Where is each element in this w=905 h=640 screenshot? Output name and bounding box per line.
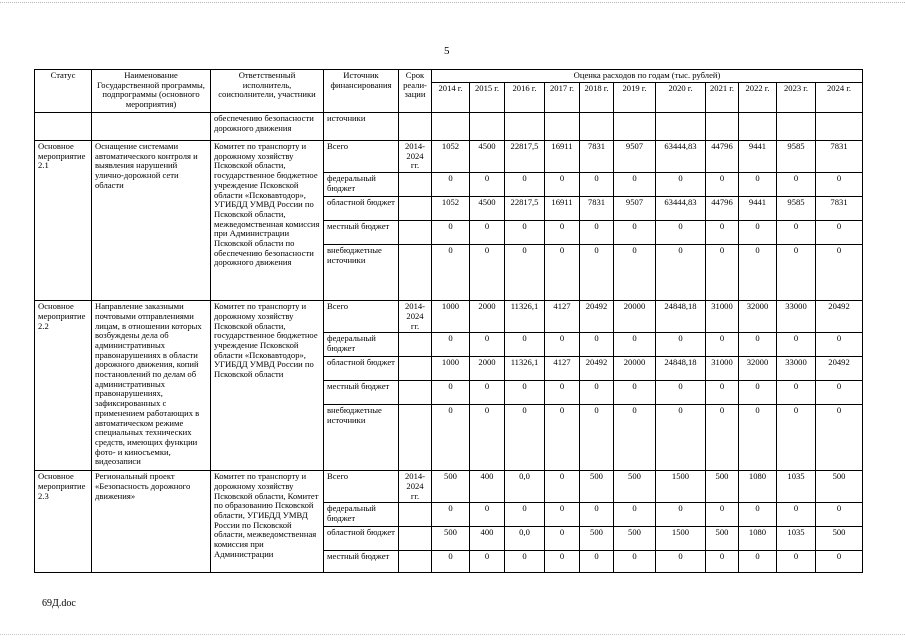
value-cell: 44796 <box>706 197 739 221</box>
header-name: Наименование Государственной программы, подпрограммы (основного мероприятия) <box>92 70 211 113</box>
value-cell: 0 <box>505 245 545 301</box>
value-cell: 0 <box>614 551 656 573</box>
value-cell: 500 <box>580 471 614 503</box>
value-cell: 0 <box>505 405 545 471</box>
table-row <box>35 141 863 173</box>
value-cell: 0 <box>656 221 706 245</box>
value-cell: 63444,83 <box>656 197 706 221</box>
value-cell: 24848,18 <box>656 301 706 333</box>
value-cell: 0 <box>545 471 580 503</box>
value-cell: 0 <box>706 551 739 573</box>
value-cell: 0 <box>580 503 614 527</box>
value-cell: 20000 <box>614 357 656 381</box>
value-cell: 31000 <box>706 357 739 381</box>
value-cell: 7831 <box>580 141 614 173</box>
source-cell: областной бюджет <box>324 197 399 221</box>
value-cell: 500 <box>614 527 656 551</box>
value-cell: 0 <box>656 333 706 357</box>
value-cell: 0 <box>706 221 739 245</box>
value-cell: 0 <box>545 405 580 471</box>
value-cell: 0 <box>816 221 863 245</box>
value-cell: 4500 <box>470 197 505 221</box>
value-cell: 33000 <box>777 357 816 381</box>
value-cell: 0 <box>580 221 614 245</box>
cont-executor: обеспечению безопасности дорожного движения <box>211 113 324 141</box>
table-row <box>35 301 863 333</box>
value-cell: 500 <box>614 471 656 503</box>
term-cell: 2014-2024 гг. <box>399 141 432 173</box>
value-cell: 400 <box>470 527 505 551</box>
value-cell: 0 <box>470 551 505 573</box>
value-cell: 0 <box>432 503 470 527</box>
value-cell: 500 <box>706 471 739 503</box>
source-cell: федеральный бюджет <box>324 333 399 357</box>
header-term: Срок реали-зации <box>399 70 432 113</box>
header-year: 2016 г. <box>505 83 545 113</box>
source-cell: федеральный бюджет <box>324 503 399 527</box>
term-cell <box>399 197 432 221</box>
value-cell: 0 <box>614 405 656 471</box>
value-cell: 0 <box>777 173 816 197</box>
value-cell: 0 <box>706 405 739 471</box>
value-cell: 1500 <box>656 471 706 503</box>
header-year: 2017 г. <box>545 83 580 113</box>
value-cell: 0 <box>545 173 580 197</box>
value-cell: 33000 <box>777 301 816 333</box>
term-cell <box>399 221 432 245</box>
value-cell: 0 <box>505 221 545 245</box>
value-cell: 1035 <box>777 527 816 551</box>
source-cell: областной бюджет <box>324 527 399 551</box>
value-cell: 0 <box>470 503 505 527</box>
value-cell: 0 <box>706 503 739 527</box>
value-cell: 0 <box>545 221 580 245</box>
value-cell: 0 <box>739 173 777 197</box>
source-cell: Всего <box>324 301 399 333</box>
value-cell: 0 <box>614 245 656 301</box>
value-cell: 22817,5 <box>505 141 545 173</box>
value-cell: 0 <box>656 381 706 405</box>
value-cell: 0 <box>470 245 505 301</box>
value-cell: 11326,1 <box>505 357 545 381</box>
value-cell: 1080 <box>739 471 777 503</box>
header-status: Статус <box>35 70 92 113</box>
value-cell: 0 <box>432 173 470 197</box>
value-cell: 7831 <box>580 197 614 221</box>
value-cell: 0 <box>614 381 656 405</box>
value-cell: 2000 <box>470 301 505 333</box>
term-cell: 2014-2024 гг. <box>399 471 432 503</box>
value-cell: 0 <box>470 405 505 471</box>
value-cell: 0 <box>505 503 545 527</box>
value-cell: 500 <box>816 527 863 551</box>
value-cell: 500 <box>706 527 739 551</box>
value-cell: 0 <box>614 221 656 245</box>
value-cell: 0 <box>545 381 580 405</box>
value-cell: 1000 <box>432 357 470 381</box>
value-cell: 0 <box>777 333 816 357</box>
footer-filename: 69Д.doc <box>42 598 76 609</box>
value-cell: 0 <box>580 333 614 357</box>
value-cell: 11326,1 <box>505 301 545 333</box>
name-cell: Региональный проект «Безопасность дорожного движения» <box>92 471 211 573</box>
source-cell: местный бюджет <box>324 221 399 245</box>
header-year: 2019 г. <box>614 83 656 113</box>
value-cell: 0 <box>505 381 545 405</box>
value-cell: 44796 <box>706 141 739 173</box>
value-cell: 0 <box>706 381 739 405</box>
value-cell: 0 <box>432 333 470 357</box>
value-cell: 0 <box>432 551 470 573</box>
value-cell: 0 <box>816 381 863 405</box>
value-cell: 0 <box>656 551 706 573</box>
value-cell: 9507 <box>614 197 656 221</box>
source-cell: внебюджетные источники <box>324 405 399 471</box>
cell <box>399 113 432 141</box>
term-cell <box>399 333 432 357</box>
value-cell: 0 <box>739 221 777 245</box>
value-cell: 0 <box>580 173 614 197</box>
executor-cell: Комитет по транспорту и дорожному хозяйству Псковской области, государственное бюджетное учреждение Псковской области «Псковавтодор», УГИБДД УМВД России по Псковской области, межведомственная комиссия при Администрации Псковской области по обеспечению безопасности дорожного движения <box>211 141 324 301</box>
value-cell: 0 <box>470 381 505 405</box>
value-cell: 0 <box>816 333 863 357</box>
value-cell: 0,0 <box>505 527 545 551</box>
value-cell: 400 <box>470 471 505 503</box>
value-cell: 1080 <box>739 527 777 551</box>
value-cell: 0 <box>545 551 580 573</box>
executor-cell: Комитет по транспорту и дорожному хозяйству Псковской области, государственное бюджетное учреждение Псковской области «Псковавтодор», УГИБДД УМВД России по Псковской области <box>211 301 324 471</box>
header-year: 2024 г. <box>816 83 863 113</box>
value-cell: 20492 <box>816 357 863 381</box>
value-cell: 0 <box>656 503 706 527</box>
value-cell: 0 <box>706 173 739 197</box>
table-row <box>35 113 863 141</box>
source-cell: Всего <box>324 141 399 173</box>
value-cell: 500 <box>816 471 863 503</box>
table-row <box>35 471 863 503</box>
value-cell: 0 <box>505 551 545 573</box>
page-number: 5 <box>444 45 450 57</box>
value-cell: 16911 <box>545 197 580 221</box>
value-cell: 1500 <box>656 527 706 551</box>
value-cell: 1035 <box>777 471 816 503</box>
header-year: 2018 г. <box>580 83 614 113</box>
value-cell: 0 <box>739 503 777 527</box>
value-cell: 1052 <box>432 141 470 173</box>
value-cell: 0 <box>656 173 706 197</box>
value-cell: 24848,18 <box>656 357 706 381</box>
budget-table <box>34 69 863 573</box>
term-cell <box>399 173 432 197</box>
value-cell: 0 <box>614 503 656 527</box>
scan-bottom-edge <box>0 634 905 635</box>
header-year: 2015 г. <box>470 83 505 113</box>
value-cell: 22817,5 <box>505 197 545 221</box>
value-cell: 0 <box>432 221 470 245</box>
cell <box>35 113 92 141</box>
value-cell: 32000 <box>739 301 777 333</box>
value-cell: 7831 <box>816 141 863 173</box>
header-expenses: Оценка расходов по годам (тыс. рублей) <box>432 70 863 83</box>
value-cell: 0 <box>580 405 614 471</box>
value-cell: 0 <box>656 405 706 471</box>
value-cell: 1000 <box>432 301 470 333</box>
value-cell: 2000 <box>470 357 505 381</box>
value-cell: 0 <box>432 405 470 471</box>
source-cell: местный бюджет <box>324 381 399 405</box>
value-cell: 0 <box>432 245 470 301</box>
value-cell: 0 <box>545 503 580 527</box>
value-cell: 0 <box>580 551 614 573</box>
value-cell: 0 <box>739 333 777 357</box>
source-cell: местный бюджет <box>324 551 399 573</box>
source-cell: Всего <box>324 471 399 503</box>
term-cell <box>399 527 432 551</box>
value-cell: 0 <box>706 333 739 357</box>
value-cell: 0 <box>656 245 706 301</box>
value-cell: 0 <box>816 405 863 471</box>
value-cell: 20492 <box>580 301 614 333</box>
value-cell: 0 <box>614 173 656 197</box>
value-cell: 0 <box>739 551 777 573</box>
name-cell: Оснащение системами автоматического контроля и выявления нарушений улично-дорожной сети области <box>92 141 211 301</box>
value-cell: 9441 <box>739 141 777 173</box>
value-cell: 16911 <box>545 141 580 173</box>
value-cell: 0 <box>816 173 863 197</box>
value-cell: 0 <box>470 333 505 357</box>
term-cell <box>399 381 432 405</box>
value-cell: 9585 <box>777 141 816 173</box>
value-cell: 4127 <box>545 357 580 381</box>
value-cell: 500 <box>432 471 470 503</box>
status-cell: Основное мероприятие 2.1 <box>35 141 92 301</box>
value-cell: 1052 <box>432 197 470 221</box>
value-cell: 0 <box>777 245 816 301</box>
value-cell: 0 <box>739 405 777 471</box>
value-cell: 9585 <box>777 197 816 221</box>
value-cell: 0 <box>505 173 545 197</box>
scan-top-edge <box>0 2 905 3</box>
value-cell: 0 <box>739 245 777 301</box>
header-year: 2021 г. <box>706 83 739 113</box>
value-cell: 0 <box>432 381 470 405</box>
value-cell: 0 <box>706 245 739 301</box>
value-cell: 500 <box>432 527 470 551</box>
value-cell: 63444,83 <box>656 141 706 173</box>
value-cell: 0 <box>545 245 580 301</box>
value-cell: 9507 <box>614 141 656 173</box>
value-cell: 0 <box>816 551 863 573</box>
value-cell: 9441 <box>739 197 777 221</box>
name-cell: Направление заказными почтовыми отправлениями лицам, в отношении которых возбуждены дела об административных правонарушениях в области дорожного движения, копий постановлений по делам об административных правонарушениях, зафиксированных с применением работающих в автоматическом режиме специальных технических средств, имеющих функции фото- и киносъемки, видеозаписи <box>92 301 211 471</box>
source-cell: областной бюджет <box>324 357 399 381</box>
value-cell: 20492 <box>580 357 614 381</box>
header-source: Источник финансирования <box>324 70 399 113</box>
value-cell: 0 <box>470 221 505 245</box>
term-cell <box>399 503 432 527</box>
value-cell: 0 <box>739 381 777 405</box>
header-executor: Ответственный исполнитель, соисполнители, участники <box>211 70 324 113</box>
cont-source: источники <box>324 113 399 141</box>
term-cell <box>399 357 432 381</box>
value-cell: 0 <box>777 503 816 527</box>
value-cell: 0 <box>777 405 816 471</box>
value-cell: 20000 <box>614 301 656 333</box>
header-year: 2022 г. <box>739 83 777 113</box>
value-cell: 32000 <box>739 357 777 381</box>
value-cell: 31000 <box>706 301 739 333</box>
value-cell: 0 <box>777 551 816 573</box>
value-cell: 0,0 <box>505 471 545 503</box>
cell <box>92 113 211 141</box>
status-cell: Основное мероприятие 2.2 <box>35 301 92 471</box>
value-cell: 0 <box>545 527 580 551</box>
value-cell: 4127 <box>545 301 580 333</box>
value-cell: 0 <box>614 333 656 357</box>
value-cell: 0 <box>816 503 863 527</box>
value-cell: 0 <box>580 245 614 301</box>
header-year: 2020 г. <box>656 83 706 113</box>
term-cell <box>399 551 432 573</box>
value-cell: 0 <box>580 381 614 405</box>
term-cell <box>399 245 432 301</box>
header-year: 2014 г. <box>432 83 470 113</box>
header-year: 2023 г. <box>777 83 816 113</box>
value-cell: 500 <box>580 527 614 551</box>
value-cell: 20492 <box>816 301 863 333</box>
value-cell: 0 <box>470 173 505 197</box>
value-cell: 0 <box>777 221 816 245</box>
value-cell: 0 <box>545 333 580 357</box>
source-cell: внебюджетные источники <box>324 245 399 301</box>
value-cell: 0 <box>777 381 816 405</box>
executor-cell: Комитет по транспорту и дорожному хозяйству Псковской области, Комитет по образованию Псковской области, УГИБДД УМВД России по Псковской области, межведомственная комиссия при Администрации <box>211 471 324 573</box>
value-cell: 7831 <box>816 197 863 221</box>
value-cell: 0 <box>816 245 863 301</box>
term-cell <box>399 405 432 471</box>
status-cell: Основное мероприятие 2.3 <box>35 471 92 573</box>
term-cell: 2014-2024 гг. <box>399 301 432 333</box>
value-cell: 4500 <box>470 141 505 173</box>
value-cell: 0 <box>505 333 545 357</box>
source-cell: федеральный бюджет <box>324 173 399 197</box>
